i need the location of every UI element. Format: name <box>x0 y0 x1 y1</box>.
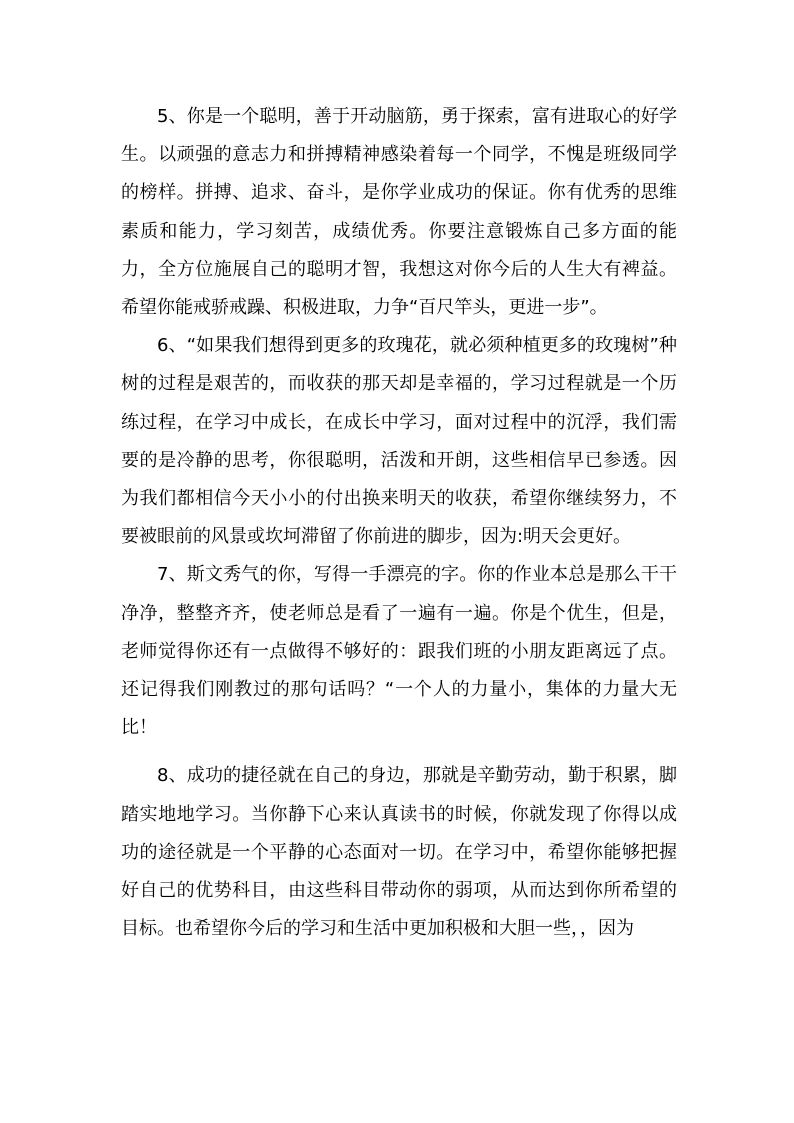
comment-paragraph-5: 5、你是一个聪明，善于开动脑筋，勇于探索，富有进取心的好学生。以顽强的意志力和拼搏精神感染着每一个同学，不愧是班级同学的榜样。拼搏、追求、奋斗，是你学业成功的保证。你有优秀的思维素质和能力，学习刻苦，成绩优秀。你要注意锻炼自己多方面的能力，全方位施展自己的聪明才智，我想这对你今后的人生大有裨益。希望你能戒骄戒躁、积极进取，力争“百尺竿头，更进一步”。 <box>121 106 677 319</box>
document-body <box>121 98 677 948</box>
comment-paragraph-7: 7、斯文秀气的你，写得一手漂亮的字。你的作业本总是那么干干净净，整整齐齐，使老师总是看了一遍有一遍。你是个优生，但是，老师觉得你还有一点做得不够好的：跟我们班的小朋友距离远了点。还记得我们刚教过的那句话吗？“一个人的力量小，集体的力量大无比！ <box>121 564 677 739</box>
comment-paragraph-6: 6、“如果我们想得到更多的玫瑰花，就必须种植更多的玫瑰树”种树的过程是艰苦的，而收获的那天却是幸福的，学习过程就是一个历练过程，在学习中成长，在成长中学习，面对过程中的沉浮，我们需要的是冷静的思考，你很聪明，活泼和开朗，这些相信早已参透。因为我们都相信今天小小的付出换来明天的收获，希望你继续努力，不要被眼前的风景或坎坷滞留了你前进的脚步，因为:明天会更好。 <box>121 335 677 548</box>
comment-paragraph-8: 8、成功的捷径就在自己的身边，那就是辛勤劳动，勤于积累，脚踏实地地学习。当你静下心来认真读书的时候，你就发现了你得以成功的途径就是一个平静的心态面对一切。在学习中，希望你能够把握好自己的优势科目，由这些科目带动你的弱项，从而达到你所希望的目标。也希望你今后的学习和生活中更加积极和大胆一些，，因为 <box>121 765 677 940</box>
